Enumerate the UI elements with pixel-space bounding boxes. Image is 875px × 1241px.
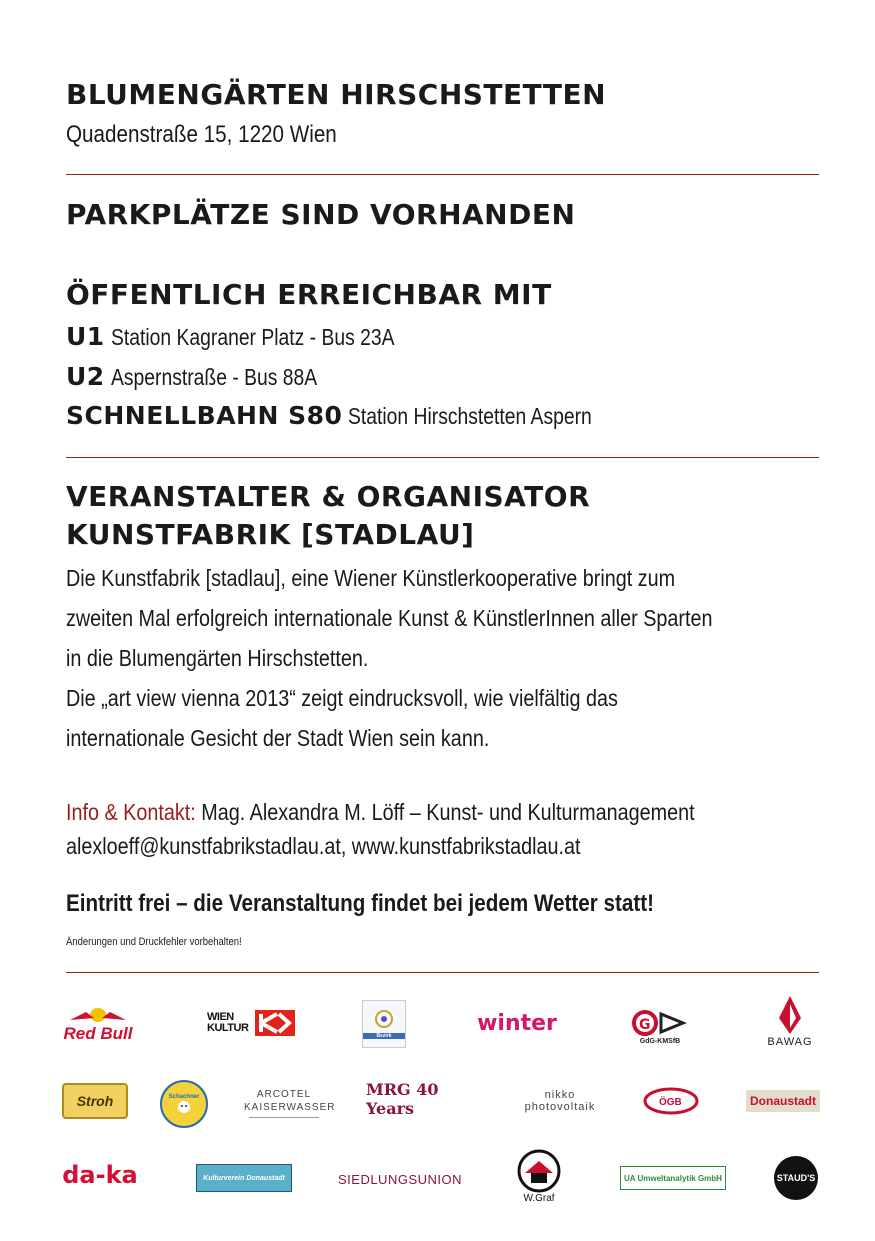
sponsor-label: MRG 40 Years: [366, 1080, 439, 1118]
description-line: Die „art view vienna 2013“ zeigt eindrucksvoll, wie vielfältig das: [66, 685, 618, 711]
transit-text: Station Kagraner Platz - Bus 23A: [110, 324, 395, 350]
oegb-oval-icon: [643, 1087, 699, 1115]
venue-title: BLUMENGÄRTEN HIRSCHSTETTEN: [66, 78, 607, 111]
donaustadt-logo: [746, 1090, 820, 1112]
description-line: internationale Gesicht der Stadt Wien sein kann.: [66, 725, 490, 751]
entry-notice: Eintritt frei – die Veranstaltung findet bei jedem Wetter statt!: [66, 890, 654, 917]
sponsor-label: nikko photovoltaik: [524, 1089, 596, 1113]
contact-links[interactable]: alexloeff@kunstfabrikstadlau.at, www.kunstfabrikstadlau.at: [66, 833, 581, 859]
divider: [66, 457, 819, 458]
transit-text: Aspernstraße - Bus 88A: [110, 364, 317, 390]
contact-person: Mag. Alexandra M. Löff – Kunst- und Kulturmanagement: [201, 799, 695, 825]
contact-label: Info & Kontakt:: [66, 799, 196, 825]
sponsor-label: W.Graf: [523, 1192, 555, 1204]
organizer-description: [66, 558, 826, 758]
sponsor-label: Donaustadt: [750, 1094, 816, 1108]
transit-line-u2: [66, 362, 356, 391]
redbull-logo: [62, 1005, 134, 1045]
sponsor-label: STAUD'S: [776, 1173, 816, 1183]
disclaimer: Änderungen und Druckfehler vorbehalten!: [66, 936, 242, 948]
transit-line-s80: [66, 401, 639, 430]
sponsor-label: ARCOTEL KAISERWASSER: [244, 1089, 336, 1113]
description-line: Die Kunstfabrik [stadlau], eine Wiener Künstlerkooperative bringt zum: [66, 565, 676, 591]
ua-logo: [620, 1166, 726, 1190]
sponsor-label: GdG-KMSfB: [639, 1037, 681, 1045]
siedlungsunion-logo: [337, 1168, 463, 1190]
wien-flag-icon: [255, 1010, 295, 1036]
sponsor-label: SIEDLUNGSUNION: [337, 1171, 463, 1187]
divider: [66, 174, 819, 175]
sponsor-label: da-ka: [62, 1161, 138, 1189]
organizer-heading: VERANSTALTER & ORGANISATOR: [66, 480, 591, 513]
bawag-logo: [758, 994, 822, 1050]
transit-line-u1: [66, 322, 448, 351]
mrg-logo: [366, 1082, 478, 1116]
description-line: zweiten Mal erfolgreich internationale Kunst & KünstlerInnen aller Sparten: [66, 605, 713, 631]
sponsor-label: winter: [477, 1010, 557, 1036]
transit-text: Station Hirschstetten Aspern: [348, 403, 593, 429]
crest-icon: [373, 1009, 395, 1033]
bezirk-logo: [362, 1000, 406, 1048]
nikko-logo: [518, 1084, 602, 1118]
stauds-logo: [774, 1156, 818, 1200]
gdg-logo: [628, 1002, 692, 1050]
sponsor-label: Schachner: [168, 1094, 200, 1100]
gdg-emblem-icon: [631, 1008, 689, 1038]
sponsor-label: Red Bull: [63, 1024, 133, 1043]
sponsor-label: Bezirk: [363, 1033, 405, 1039]
arcotel-logo: [244, 1082, 336, 1124]
house-icon: [517, 1149, 561, 1193]
daka-logo: [62, 1156, 138, 1194]
bulls-icon: [68, 1006, 128, 1024]
transit-label: U2: [66, 362, 105, 391]
wien-kultur-logo: [206, 1008, 296, 1038]
winter-logo: [472, 1008, 562, 1038]
venue-address: Quadenstraße 15, 1220 Wien: [66, 121, 337, 148]
face-icon: [175, 1100, 193, 1114]
description-line: in die Blumengärten Hirschstetten.: [66, 645, 369, 671]
stroh-logo: [62, 1083, 128, 1119]
transit-heading: ÖFFENTLICH ERREICHBAR MIT: [66, 278, 552, 311]
parking-heading: PARKPLÄTZE SIND VORHANDEN: [66, 198, 576, 231]
kulturverein-logo: [196, 1164, 292, 1192]
sponsor-label: WIEN KULTUR: [207, 1011, 249, 1034]
divider: [66, 972, 819, 973]
svg-text:G: G: [639, 1016, 651, 1033]
bawag-flame-icon: [777, 996, 803, 1036]
wgraf-logo: [510, 1144, 568, 1208]
schachner-logo: [160, 1080, 208, 1128]
oegb-logo: [642, 1086, 700, 1116]
sponsor-label: BAWAG: [767, 1036, 813, 1048]
transit-label: SCHNELLBAHN S80: [66, 401, 343, 430]
transit-label: U1: [66, 322, 105, 351]
divider: [249, 1117, 319, 1118]
sponsor-label: UA Umweltanalytik GmbH: [624, 1173, 722, 1183]
sponsor-label: Stroh: [76, 1093, 114, 1109]
organizer-name: KUNSTFABRIK [STADLAU]: [66, 518, 475, 551]
contact-block: [66, 792, 826, 866]
sponsor-label: Kulturverein Donaustadt: [203, 1174, 285, 1182]
svg-text:ÖGB: ÖGB: [659, 1097, 682, 1108]
